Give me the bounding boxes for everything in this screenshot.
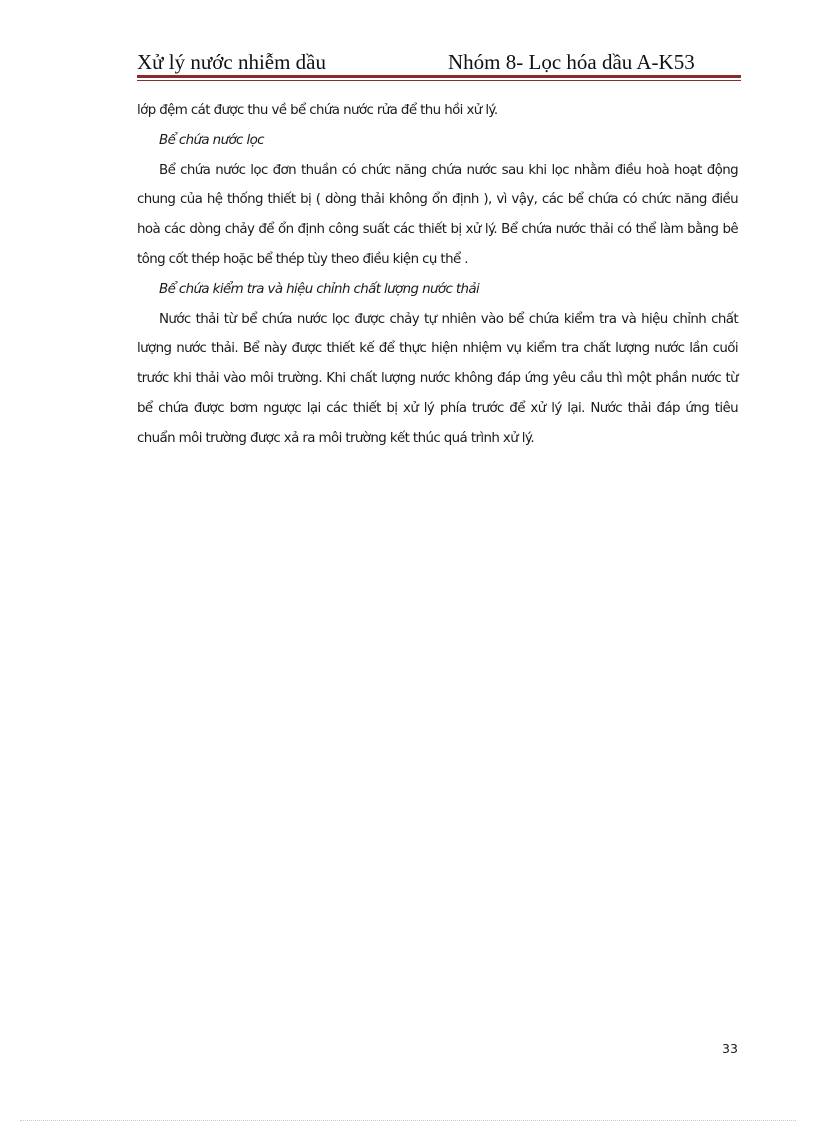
header-group-name: Nhóm 8- Lọc hóa dầu A-K53	[448, 50, 695, 74]
page-body	[137, 96, 738, 454]
header-rule-thick	[137, 75, 741, 78]
body-paragraph: lớp đệm cát được thu về bể chứa nước rửa để thu hồi xử lý.	[137, 103, 498, 118]
page-header	[137, 46, 741, 74]
page-number: 33	[722, 1041, 738, 1056]
body-paragraph: Nước thải từ bể chứa nước lọc được chảy tự nhiên vào bể chứa kiểm tra và hiệu chỉnh chất lượng nước thải. Bể này được thiết kế để thực hiện nhiệm vụ kiểm tra chất lượng nước lần cuối trước khi thải vào môi trường. Khi chất lượng nước không đáp ứng yêu cầu thì một phần nước từ bể chứa được bơm ngược lại các thiết bị xử lý phía trước để xử lý lại. Nước thải đáp ứng tiêu chuẩn môi trường được xả ra môi trường kết thúc quá trình xử lý.	[137, 311, 738, 446]
header-document-title: Xử lý nước nhiễm dầu	[137, 50, 326, 74]
body-paragraph: Bể chứa nước lọc đơn thuần có chức năng chứa nước sau khi lọc nhằm điều hoà hoạt động chung của hệ thống thiết bị ( dòng thải không ổn định ), vì vậy, các bể chứa có chức năng điều hoà các dòng chảy để ổn định công suất các thiết bị xử lý. Bể chứa nước thải có thể làm bằng bê tông cốt thép hoặc bể thép tùy theo điều kiện cụ thể .	[137, 162, 738, 267]
section-heading: Bể chứa kiểm tra và hiệu chỉnh chất lượng nước thải	[159, 281, 480, 297]
header-rule-thin	[137, 80, 741, 81]
page-bottom-border	[20, 1120, 796, 1121]
section-heading: Bể chứa nước lọc	[159, 132, 264, 148]
